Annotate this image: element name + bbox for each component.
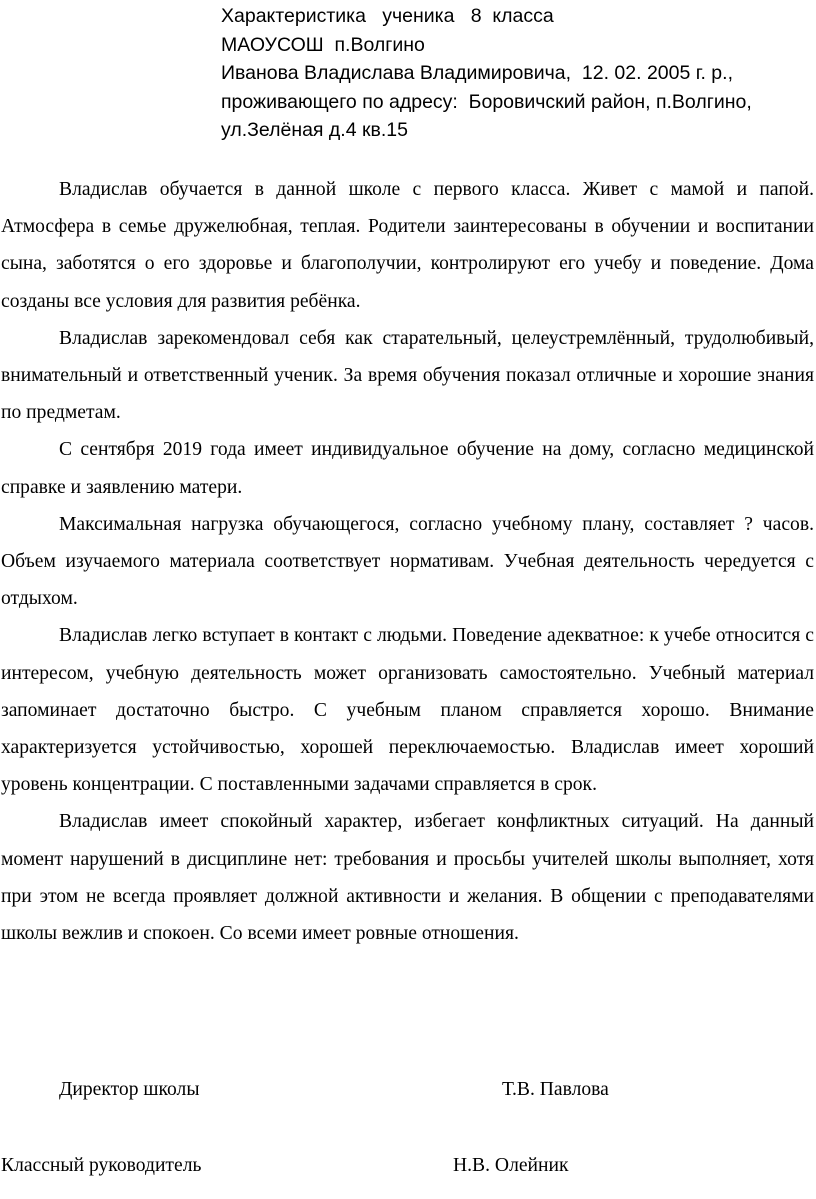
class-teacher-name: Н.В. Олейник	[453, 1155, 569, 1176]
class-teacher-label: Классный руководитель	[1, 1155, 202, 1176]
header-title: Характеристика ученика 8 класса	[221, 5, 554, 27]
paragraph-family: Владислав обучается в данной школе с первого класса. Живет с мамой и папой. Атмосфера в семье дружелюбная, теплая. Родители заинтересованы в обучении и воспитании сына, заботятся о его здоровье и благополучии, контролируют его учебу и поведение. Дома созданы все условия для развития ребёнка.	[1, 179, 814, 312]
header-school: МАОУСОШ п.Волгино	[221, 33, 425, 56]
document-header	[221, 2, 811, 145]
paragraph-qualities: Владислав зарекомендовал себя как старательный, целеустремлённый, трудолюбивый, внимательный и ответственный ученик. За время обучения показал отличные и хорошие знания по предметам.	[1, 327, 814, 424]
director-name: Т.В. Павлова	[502, 1079, 609, 1100]
paragraph-character: Владислав имеет спокойный характер, избегает конфликтных ситуаций. На данный момент нарушений в дисциплине нет: требования и просьбы учителей школы выполняет, хотя при этом не всегда проявляет должной активности и желания. В общении с преподавателями школы вежлив и спокоен. Со всеми имеет ровные отношения.	[1, 811, 814, 945]
header-address-line-1: проживающего по адресу: Боровичский район, п.Волгино,	[221, 90, 752, 113]
paragraph-home-schooling: С сентября 2019 года имеет индивидуальное обучение на дому, согласно медицинской справке и заявлению матери.	[1, 439, 814, 498]
paragraph-behavior: Владислав легко вступает в контакт с людьми. Поведение адекватное: к учебе относится с интересом, учебную деятельность может организовать самостоятельно. Учебный материал запоминает достаточно быстро. С учебным планом справляется хорошо. Внимание характеризуется устойчивостью, хорошей переключаемостью. Владислав имеет хороший уровень концентрации. С поставленными задачами справляется в срок.	[1, 625, 814, 796]
header-student-name: Иванова Владислава Владимировича, 12. 02. 2005 г. р.,	[221, 62, 733, 84]
document-body	[1, 171, 814, 952]
paragraph-workload: Максимальная нагрузка обучающегося, согласно учебному плану, составляет ? часов. Объем изучаемого материала соответствует нормативам. Учебная деятельность чередуется с отдыхом.	[1, 513, 814, 610]
director-label: Директор школы	[59, 1079, 200, 1100]
header-address-line-2: ул.Зелёная д.4 кв.15	[221, 119, 408, 141]
